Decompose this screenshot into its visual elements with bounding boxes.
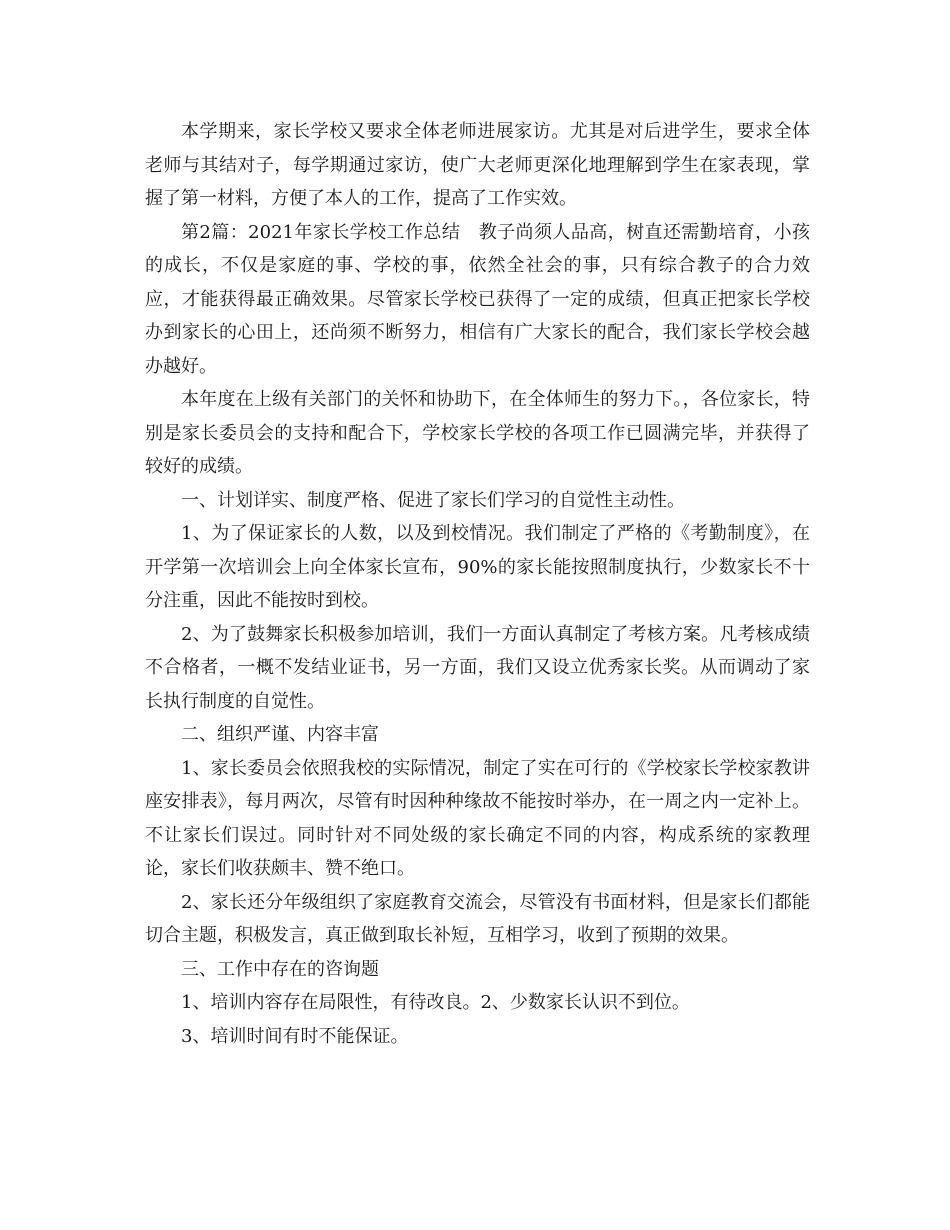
heading-section-1: 一、计划详实、制度严格、促进了家长们学习的自觉性主动性。: [181, 489, 685, 511]
paragraph-exchange-meeting: 2、家长还分年级组织了家庭教育交流会，尽管没有书面材料，但是家长们都能切合主题，积极发言，真正做到取长补短，互相学习，收到了预期的效果。: [145, 891, 810, 946]
paragraph-home-visits: 本学期来，家长学校又要求全体老师进展家访。尤其是对后进学生，要求全体老师与其结对子，每学期通过家访，使广大老师更深化地理解到学生在家表现，掌握了第一材料，方便了本人的工作，提高了工作实效。: [145, 121, 810, 209]
paragraph-lecture-schedule: 1、家长委员会依照我校的实际情况，制定了实在可行的《学校家长学校家教讲座安排表》，每月两次，尽管有时因种种缘故不能按时举办，在一周之内一定补上。不让家长们误过。同时针对不同处级的家长确定不同的内容，构成系统的家教理论，家长们收获颇丰、赞不绝口。: [145, 757, 810, 879]
paragraph-assessment: 2、为了鼓舞家长积极参加培训，我们一方面认真制定了考核方案。凡考核成绩不合格者，一概不发结业证书，另一方面，我们又设立优秀家长奖。从而调动了家长执行制度的自觉性。: [145, 623, 810, 712]
document-page: [145, 115, 810, 1053]
paragraph-attendance: 1、为了保证家长的人数，以及到校情况。我们制定了严格的《考勤制度》，在开学第一次培训会上向全体家长宣布，90%的家长能按照制度执行，少数家长不十分注重，因此不能按时到校。: [145, 523, 810, 611]
paragraph-article-2-intro: 第2篇：2021年家长学校工作总结 教子尚须人品高，树直还需勤培育，小孩的成长，不仅是家庭的事、学校的事，依然全社会的事，只有综合教子的合力效应，才能获得最正确效果。尽管家长学校已获得了一定的成绩，但真正把家长学校办到家长的心田上，还尚须不断努力，相信有广大家长的配合，我们家长学校会越办越好。: [145, 221, 810, 377]
paragraph-issue-3: 3、培训时间有时不能保证。: [181, 1025, 409, 1047]
heading-section-3: 三、工作中存在的咨询题: [181, 958, 379, 980]
paragraph-annual-summary: 本年度在上级有关部门的关怀和协助下，在全体师生的努力下。，各位家长，特别是家长委员会的支持和配合下，学校家长学校的各项工作已圆满完毕，并获得了较好的成绩。: [145, 389, 810, 477]
heading-section-2: 二、组织严谨、内容丰富: [181, 724, 379, 745]
paragraph-issues-1-2: 1、培训内容存在局限性，有待改良。2、少数家长认识不到位。: [181, 992, 690, 1013]
